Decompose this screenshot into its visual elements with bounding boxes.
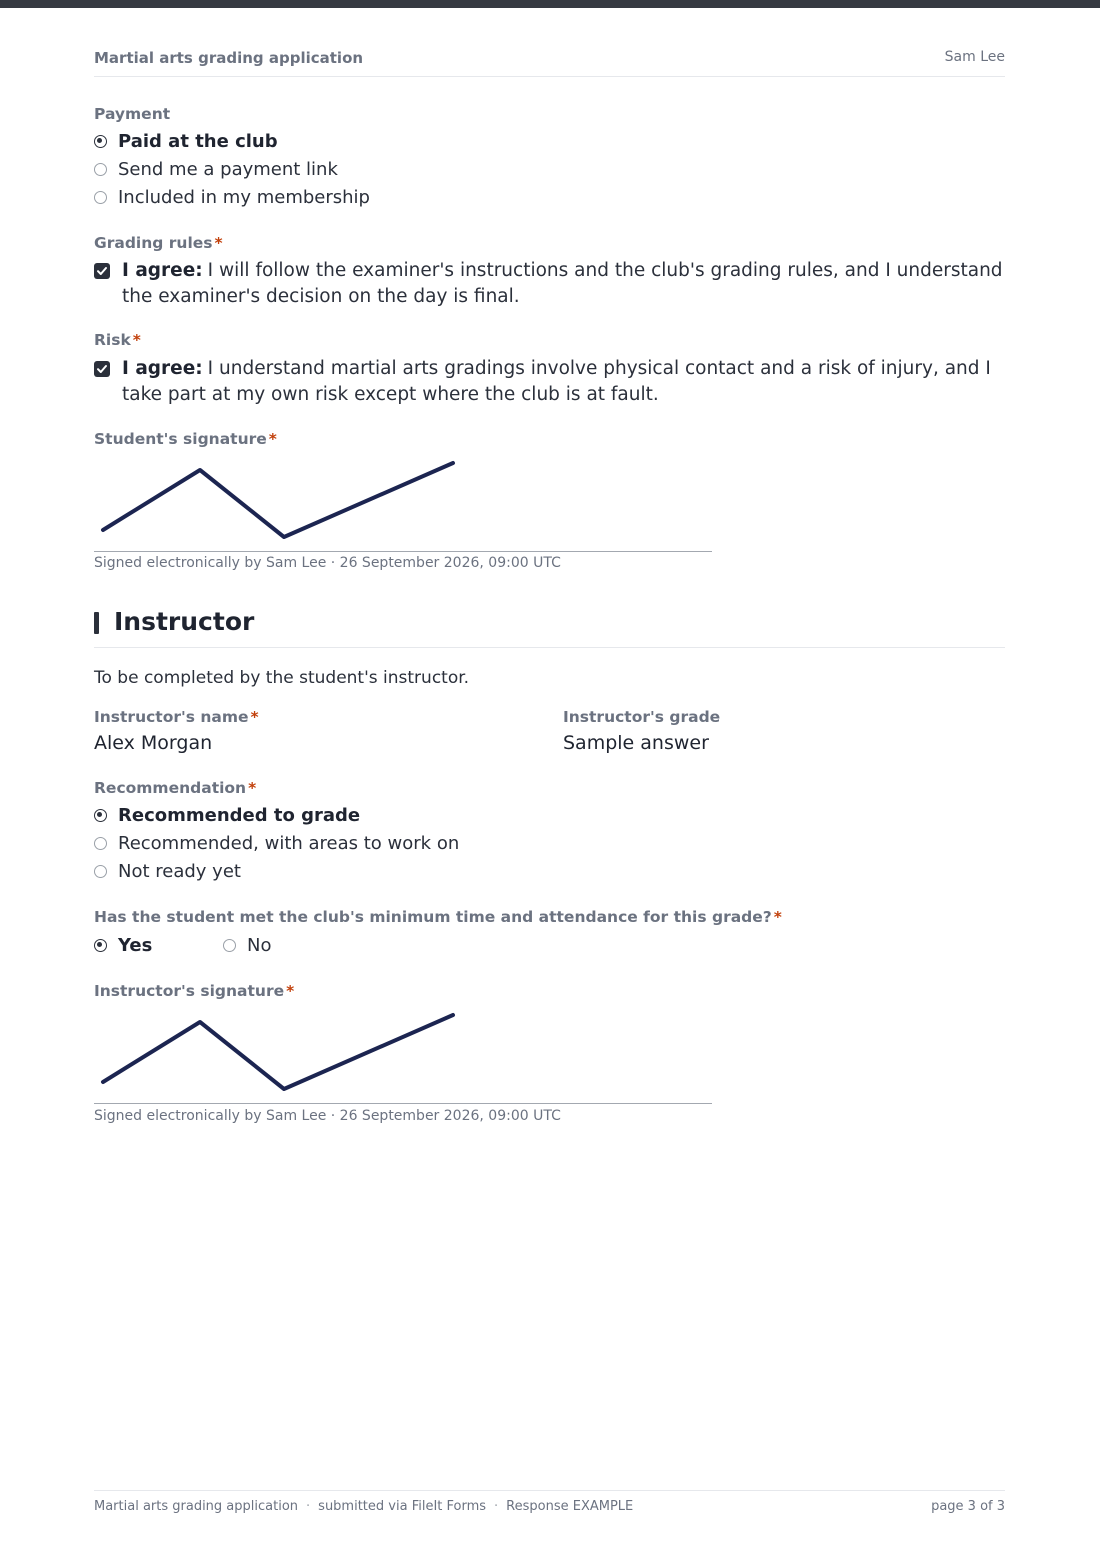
top-bar [0, 0, 1100, 8]
instructor-signature-label [94, 982, 294, 1000]
check-icon [96, 265, 108, 277]
payment-option-paid-at-club[interactable] [94, 129, 278, 153]
page-number: page 3 of 3 [931, 1499, 1005, 1514]
attendance-question-text: Has the student met the club's minimum time and attendance for this grade? [94, 908, 772, 926]
footer-form-name: Martial arts grading application [94, 1499, 299, 1514]
risk-label [94, 331, 141, 349]
student-signature-note: Signed electronically by Sam Lee · 26 September 2026, 09:00 UTC [94, 555, 561, 571]
grading-rules-agreement[interactable] [94, 258, 1005, 310]
user-name: Sam Lee [944, 49, 1005, 65]
footer-separator: · [306, 1499, 311, 1514]
radio-unselected-icon [94, 837, 107, 850]
page-header [94, 48, 1005, 77]
instructor-signature-note: Signed electronically by Sam Lee · 26 September 2026, 09:00 UTC [94, 1108, 561, 1124]
payment-label [94, 105, 170, 123]
instructor-section-heading [94, 605, 1005, 648]
checkbox-checked-icon[interactable] [94, 263, 110, 279]
payment-option-membership[interactable] [94, 185, 370, 209]
instructor-name-label-text: Instructor's name [94, 708, 249, 726]
footer-submitted-via: submitted via FileIt Forms [318, 1499, 487, 1514]
required-mark: * [250, 708, 259, 726]
attendance-option-no[interactable] [223, 933, 271, 957]
page-footer [94, 1490, 1005, 1521]
recommendation-label-text: Recommendation [94, 779, 247, 797]
agreement-lead: I agree: [122, 260, 203, 281]
instructor-name-label [94, 708, 259, 726]
section-title: Instructor [114, 607, 255, 636]
instructor-name-value: Alex Morgan [94, 732, 213, 754]
agreement-text [122, 356, 1005, 408]
option-label: No [247, 934, 272, 956]
radio-selected-icon [94, 135, 107, 148]
agreement-text [122, 258, 1005, 310]
attendance-question-label [94, 908, 782, 926]
radio-unselected-icon [94, 865, 107, 878]
risk-label-text: Risk [94, 331, 131, 349]
required-mark: * [214, 234, 223, 252]
signature-ink-image [94, 1003, 712, 1103]
radio-unselected-icon [223, 939, 236, 952]
option-label: Yes [118, 934, 153, 956]
radio-selected-icon [94, 939, 107, 952]
option-label: Paid at the club [118, 130, 278, 152]
student-signature-label-text: Student's signature [94, 430, 267, 448]
form-title: Martial arts grading application [94, 49, 364, 67]
radio-unselected-icon [94, 191, 107, 204]
option-label: Recommended to grade [118, 804, 361, 826]
required-mark: * [132, 331, 141, 349]
option-label: Included in my membership [118, 186, 370, 208]
student-signature-pad [94, 451, 712, 552]
footer-separator: · [494, 1499, 499, 1514]
radio-unselected-icon [94, 163, 107, 176]
instructor-signature-pad [94, 1003, 712, 1104]
payment-option-payment-link[interactable] [94, 157, 338, 181]
recommendation-option-areas-to-work-on[interactable] [94, 831, 459, 855]
agreement-body: I understand martial arts gradings involve physical contact and a risk of injury, and I take part at my own risk except where the club is at fault. [122, 358, 991, 405]
option-label: Recommended, with areas to work on [118, 832, 460, 854]
radio-selected-icon [94, 809, 107, 822]
footer-info [94, 1499, 633, 1514]
recommendation-option-recommended[interactable] [94, 803, 360, 827]
attendance-option-yes[interactable] [94, 933, 152, 957]
required-mark: * [268, 430, 277, 448]
option-label: Not ready yet [118, 860, 241, 882]
signature-ink-image [94, 451, 712, 551]
footer-response: Response EXAMPLE [506, 1499, 634, 1514]
grading-rules-label [94, 234, 223, 252]
check-icon [96, 363, 108, 375]
required-mark: * [286, 982, 295, 1000]
agreement-lead: I agree: [122, 358, 203, 379]
instructor-grade-value: Sample answer [563, 732, 709, 754]
agreement-body: I will follow the examiner's instructions and the club's grading rules, and I understand the examiner's decision on the day is final. [122, 260, 1003, 307]
instructor-grade-label: Instructor's grade [563, 708, 721, 726]
checkbox-checked-icon[interactable] [94, 361, 110, 377]
student-signature-label [94, 430, 277, 448]
required-mark: * [773, 908, 782, 926]
section-accent-bar [94, 612, 99, 634]
recommendation-label [94, 779, 256, 797]
payment-label-text: Payment [94, 105, 171, 123]
grading-rules-label-text: Grading rules [94, 234, 213, 252]
recommendation-option-not-ready[interactable] [94, 859, 241, 883]
instructor-intro: To be completed by the student's instructor. [94, 668, 470, 688]
risk-agreement[interactable] [94, 356, 1005, 408]
required-mark: * [248, 779, 257, 797]
option-label: Send me a payment link [118, 158, 338, 180]
instructor-signature-label-text: Instructor's signature [94, 982, 285, 1000]
